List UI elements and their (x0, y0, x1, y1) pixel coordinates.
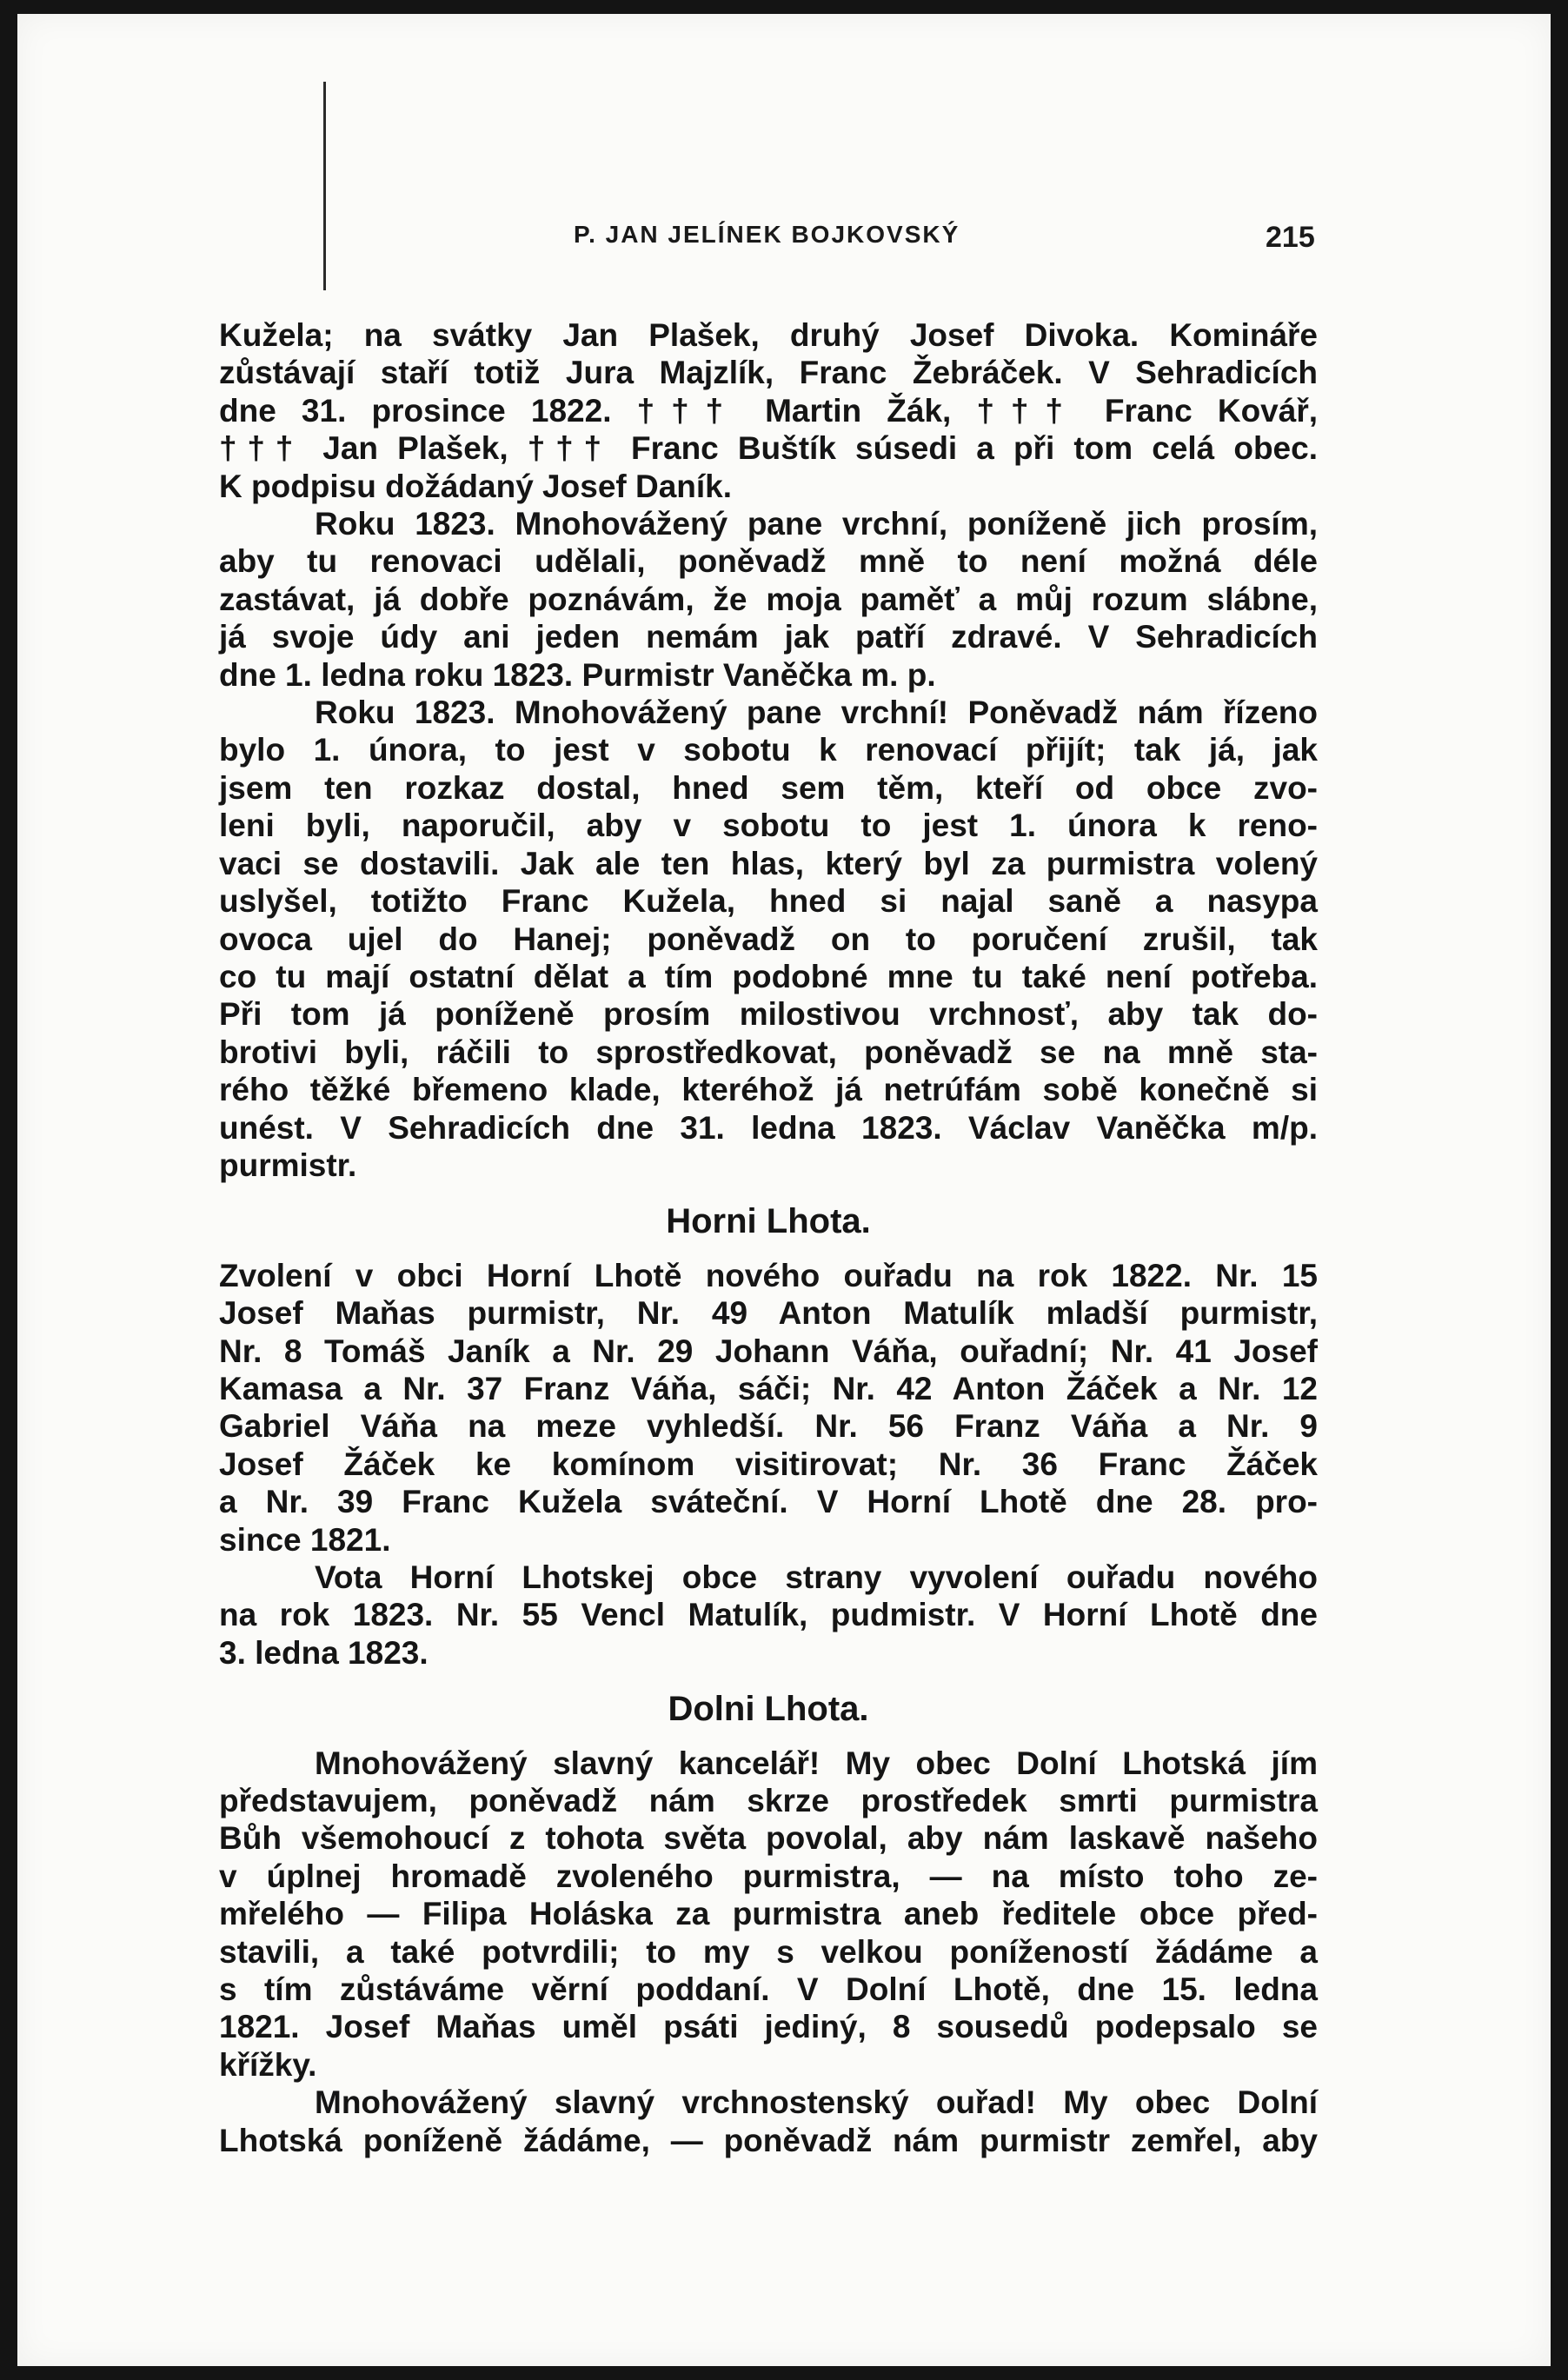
text-line: jsem ten rozkaz dostal, hned sem těm, kteří od obce zvo- (219, 769, 1318, 806)
text-line: ovoca ujel do Hanej; poněvadž on to poručení zrušil, tak (219, 921, 1318, 957)
text-line: křížky. (219, 2046, 317, 2083)
text-line: Lhotská poníženě žádáme, — poněvadž nám purmistr zemřel, aby (219, 2122, 1318, 2158)
text-line: bylo 1. února, to jest v sobotu k renovací přijít; tak já, jak (219, 732, 1318, 768)
text-line: Mnohovážený slavný vrchnostenský ouřad! My obec Dolní (315, 2084, 1318, 2121)
text-line: dne 31. prosince 1822. ††† Martin Žák, ††† Franc Kovář, (219, 392, 1318, 429)
paragraph-7 (219, 2084, 1318, 2159)
text-line: aby tu renovaci udělali, poněvadž mně to není možná déle (219, 543, 1318, 580)
text-line: leni byli, naporučil, aby v sobotu to jest 1. února k reno- (219, 808, 1318, 844)
text-line: K podpisu dožádaný Josef Daník. (219, 468, 733, 504)
paragraph-4 (219, 1257, 1318, 1559)
text-line: co tu mají ostatní dělat a tím podobné mne tu také není potřeba. (219, 958, 1318, 994)
paragraph-2 (219, 505, 1318, 694)
text-line: Nr. 8 Tomáš Janík a Nr. 29 Johann Váňa, ouřadní; Nr. 41 Josef (219, 1333, 1318, 1369)
text-line: Bůh všemohoucí z tohota světa povolal, aby nám laskavě našeho (219, 1820, 1318, 1857)
text-line: uslyšel, totižto Franc Kužela, hned si najal saně a nasypa (219, 883, 1318, 920)
text-line: Mnohovážený slavný kancelář! My obec Dolní Lhotská jím (315, 1745, 1318, 1781)
paragraph-5 (219, 1559, 1318, 1672)
text-line: já svoje údy ani jeden nemám jak patří zdravé. V Sehradicích (219, 619, 1318, 655)
text-line: Zvolení v obci Horní Lhotě nového ouřadu na rok 1822. Nr. 15 (219, 1257, 1318, 1293)
section-heading-dolni-lhota: Dolni Lhota. (668, 1690, 869, 1729)
text-line: Vota Horní Lhotskej obce strany vyvolení ouřadu nového (315, 1559, 1318, 1595)
text-line: zastávat, já dobře poznávám, že moja paměť a můj rozum slábne, (219, 581, 1318, 617)
text-line: a Nr. 39 Franc Kužela sváteční. V Horní Lhotě dne 28. pro- (219, 1484, 1318, 1520)
section-heading-horni-lhota: Horni Lhota. (666, 1202, 871, 1241)
text-line: 1821. Josef Maňas uměl psáti jediný, 8 sousedů podepsalo se (219, 2009, 1318, 2045)
text-line: brotivi byli, ráčili to sprostředkovat, poněvadž se na mně sta- (219, 1034, 1318, 1070)
text-line: Josef Žáček ke komínom visitirovat; Nr. 36 Franc Žáček (219, 1446, 1318, 1482)
text-line: ††† Jan Plašek, ††† Franc Buštík súsedi a při tom celá obec. (219, 430, 1318, 467)
paragraph-6 (219, 1745, 1318, 2084)
text-line: Roku 1823. Mnohovážený pane vrchní! Poněvadž nám řízeno (315, 695, 1318, 731)
text-line: Roku 1823. Mnohovážený pane vrchní, poníženě jich prosím, (315, 506, 1318, 542)
text-line: unést. V Sehradicích dne 31. ledna 1823. Václav Vaněčka m/p. (219, 1109, 1318, 1146)
paragraph-3 (219, 694, 1318, 1184)
text-line: Kamasa a Nr. 37 Franz Váňa, sáči; Nr. 42 Anton Žáček a Nr. 12 (219, 1370, 1318, 1406)
text-line: 3. ledna 1823. (219, 1634, 429, 1671)
margin-rule (323, 82, 326, 290)
text-line: vaci se dostavili. Jak ale ten hlas, který byl za purmistra volený (219, 845, 1318, 881)
text-line: zůstávají staří totiž Jura Majzlík, Franc Žebráček. V Sehradicích (219, 355, 1318, 391)
text-line: Při tom já poníženě prosím milostivou vrchnosť, aby tak do- (219, 996, 1318, 1033)
text-line: představujem, poněvadž nám skrze prostředek smrti purmistra (219, 1783, 1318, 1819)
text-line: mřelého — Filipa Holáska za purmistra aneb ředitele obce před- (219, 1896, 1318, 1932)
body-text (219, 316, 1318, 2159)
text-line: Josef Maňas purmistr, Nr. 49 Anton Matulík mladší purmistr, (219, 1295, 1318, 1332)
text-line: s tím zůstáváme věrní poddaní. V Dolní Lhotě, dne 15. ledna (219, 1971, 1318, 2008)
book-page (17, 14, 1551, 2366)
paragraph-1 (219, 316, 1318, 505)
text-line: stavili, a také potvrdili; to my s velkou ponížeností žádáme a (219, 1933, 1318, 1970)
text-line: v úplnej hromadě zvoleného purmistra, — na místo toho ze- (219, 1858, 1318, 1894)
page-number: 215 (1266, 221, 1315, 254)
running-head: P. JAN JELÍNEK BOJKOVSKÝ (574, 221, 960, 248)
text-line: Kužela; na svátky Jan Plašek, druhý Josef Divoka. Kominářе (219, 317, 1318, 353)
text-line: rého těžké břemeno klade, kteréhož já netrúfám sobě konečně si (219, 1072, 1318, 1108)
text-line: dne 1. ledna roku 1823. Purmistr Vaněčka m. p. (219, 656, 936, 693)
text-line: since 1821. (219, 1521, 391, 1558)
text-line: Gabriel Váňa na meze vyhledší. Nr. 56 Franz Váňa a Nr. 9 (219, 1408, 1318, 1445)
text-line: purmistr. (219, 1147, 357, 1183)
text-line: na rok 1823. Nr. 55 Vencl Matulík, pudmistr. V Horní Lhotě dne (219, 1597, 1318, 1633)
